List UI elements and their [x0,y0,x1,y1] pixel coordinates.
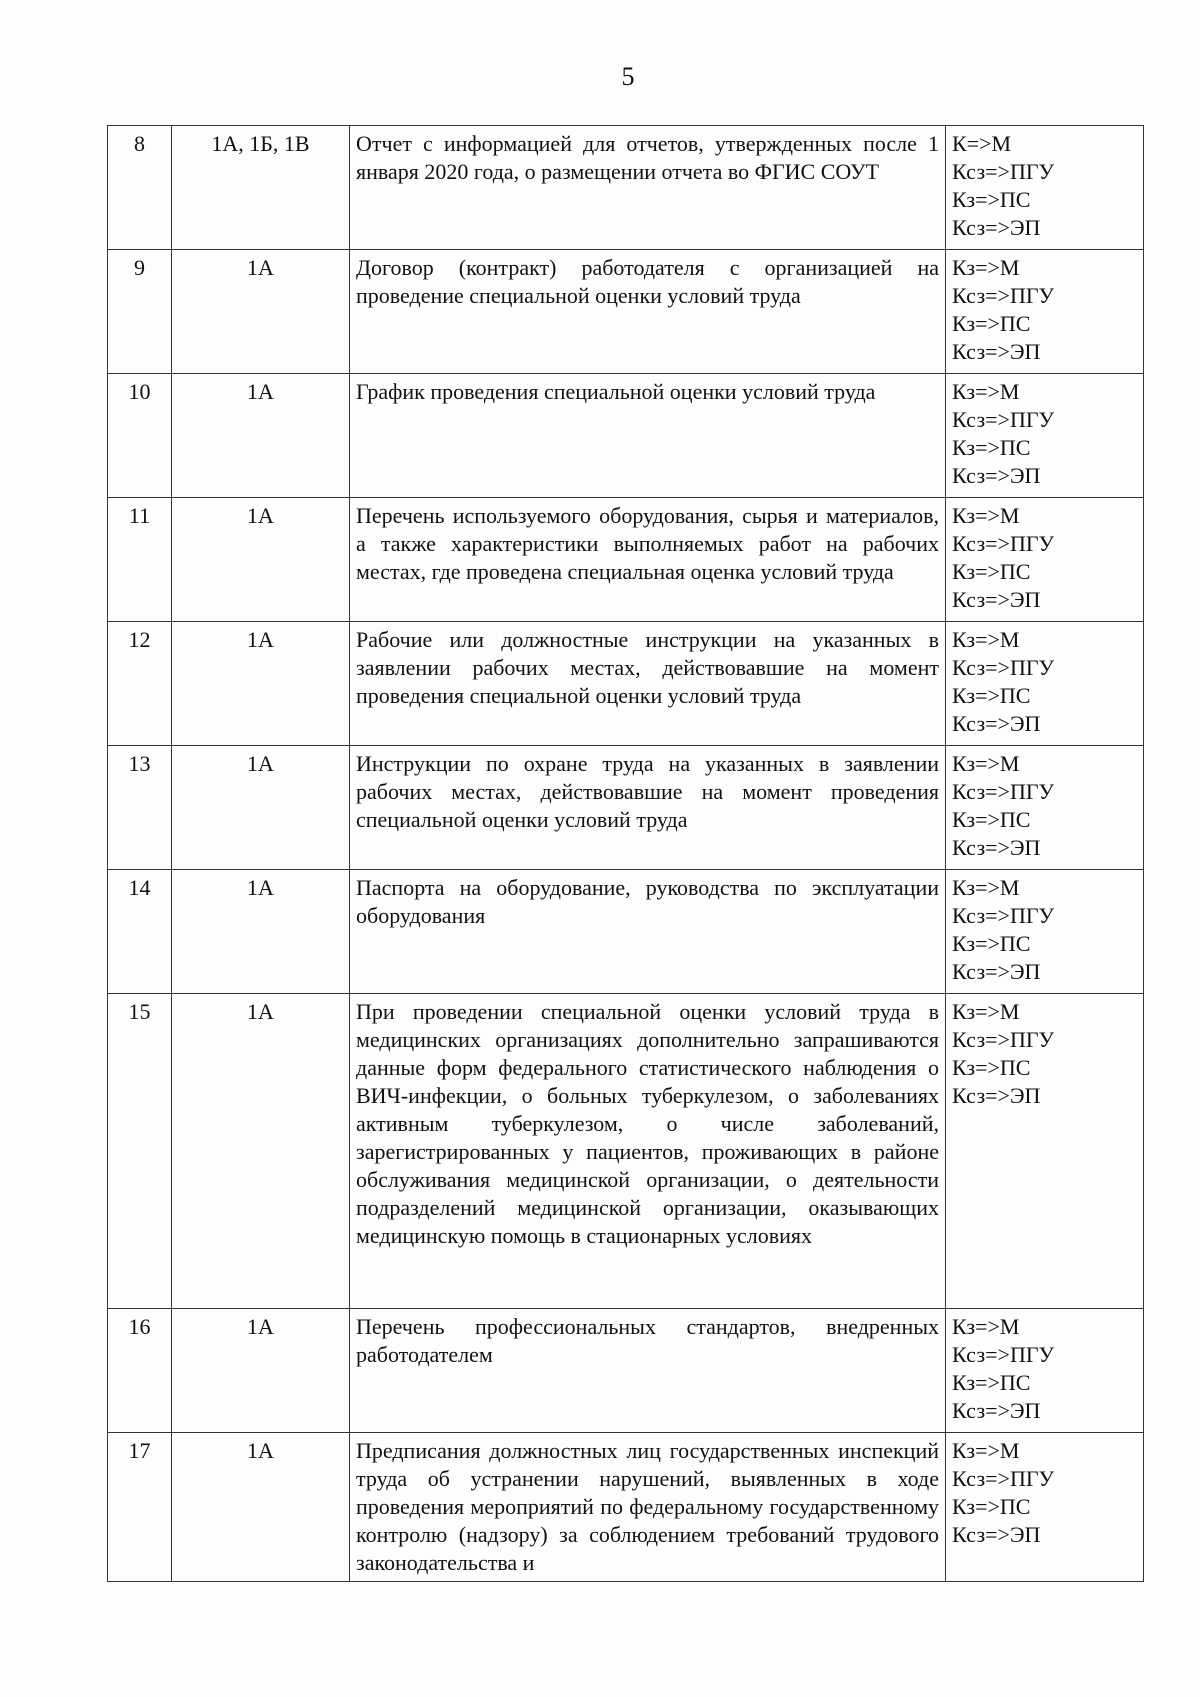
resp-line: Ксз=>ЭП [952,711,1041,736]
row-number: 11 [108,498,172,622]
resp-line: Ксз=>ЭП [952,587,1041,612]
resp-line: Ксз=>ЭП [952,1083,1041,1108]
resp-line: Ксз=>ЭП [952,339,1041,364]
resp-line: Кз=>М [952,379,1020,404]
resp-line: Кз=>М [952,627,1020,652]
resp-line: Кз=>М [952,1438,1020,1463]
row-description: Инструкции по охране труда на указанных в заявлении рабочих местах, действовавшие на момент проведения специальной оценки условий труда [350,746,946,870]
resp-line: Ксз=>ПГУ [952,779,1055,804]
table-row [108,622,1144,746]
row-description: График проведения специальной оценки условий труда [350,374,946,498]
resp-line: Кз=>М [952,255,1020,280]
requirements-table [107,125,1144,1582]
row-responsibility [946,1309,1144,1433]
row-description: Паспорта на оборудование, руководства по эксплуатации оборудования [350,870,946,994]
resp-line: Кз=>ПС [952,435,1031,460]
table-row [108,126,1144,250]
row-code: 1А [172,374,350,498]
row-description: Перечень используемого оборудования, сырья и материалов, а также характеристики выполняемых работ на рабочих местах, где проведена специальная оценка условий труда [350,498,946,622]
resp-line: Ксз=>ПГУ [952,159,1055,184]
row-number: 14 [108,870,172,994]
row-code: 1А [172,994,350,1309]
row-responsibility [946,498,1144,622]
resp-line: Кз=>М [952,875,1020,900]
row-number: 12 [108,622,172,746]
row-description: При проведении специальной оценки условий труда в медицинских организациях дополнительно запрашиваются данные форм федерального статистического наблюдения о ВИЧ-инфекции, о больных туберкулезом, о заболеваниях активным туберкулезом, о числе заболеваний, зарегистрированных у пациентов, проживающих в районе обслуживания медицинской организации, о деятельности подразделений медицинской организации, оказывающих медицинскую помощь в стационарных условиях [350,994,946,1309]
table-row [108,870,1144,994]
row-responsibility [946,250,1144,374]
resp-line: Кз=>М [952,1314,1020,1339]
resp-line: Ксз=>ЭП [952,215,1041,240]
row-responsibility [946,374,1144,498]
resp-line: Кз=>ПС [952,1370,1031,1395]
resp-line: Кз=>М [952,999,1020,1024]
row-number: 17 [108,1433,172,1582]
row-number: 10 [108,374,172,498]
row-code: 1А [172,746,350,870]
page-number: 5 [621,62,635,91]
resp-line: Кз=>ПС [952,311,1031,336]
resp-line: Ксз=>ПГУ [952,903,1055,928]
row-description: Рабочие или должностные инструкции на указанных в заявлении рабочих местах, действовавшие на момент проведения специальной оценки условий труда [350,622,946,746]
resp-line: Ксз=>ПГУ [952,531,1055,556]
resp-line: Ксз=>ПГУ [952,655,1055,680]
row-description: Предписания должностных лиц государственных инспекций труда об устранении нарушений, выявленных в ходе проведения мероприятий по федеральному государственному контролю (надзору) за соблюдением требований трудового законодательства и [350,1433,946,1582]
table-row [108,1433,1144,1582]
table-row [108,1309,1144,1433]
resp-line: Кз=>ПС [952,1494,1031,1519]
resp-line: Кз=>ПС [952,1055,1031,1080]
resp-line: Ксз=>ПГУ [952,1027,1055,1052]
row-code: 1А [172,250,350,374]
table-row [108,746,1144,870]
row-number: 8 [108,126,172,250]
table-row [108,994,1144,1309]
row-description: Перечень профессиональных стандартов, внедренных работодателем [350,1309,946,1433]
resp-line: Кз=>ПС [952,187,1031,212]
resp-line: Ксз=>ПГУ [952,1342,1055,1367]
resp-line: Кз=>М [952,503,1020,528]
resp-line: Ксз=>ЭП [952,1522,1041,1547]
row-responsibility [946,126,1144,250]
row-responsibility [946,622,1144,746]
row-code: 1А [172,622,350,746]
row-code: 1А [172,870,350,994]
table-row [108,374,1144,498]
row-code: 1А, 1Б, 1В [172,126,350,250]
resp-line: К=>М [952,131,1012,156]
resp-line: Кз=>ПС [952,559,1031,584]
row-responsibility [946,1433,1144,1582]
row-responsibility [946,870,1144,994]
row-code: 1А [172,1309,350,1433]
row-number: 13 [108,746,172,870]
resp-line: Ксз=>ПГУ [952,1466,1055,1491]
row-number: 16 [108,1309,172,1433]
row-code: 1А [172,1433,350,1582]
resp-line: Кз=>ПС [952,683,1031,708]
resp-line: Ксз=>ПГУ [952,283,1055,308]
resp-line: Кз=>М [952,751,1020,776]
resp-line: Ксз=>ПГУ [952,407,1055,432]
row-responsibility [946,994,1144,1309]
resp-line: Ксз=>ЭП [952,835,1041,860]
resp-line: Ксз=>ЭП [952,1398,1041,1423]
row-number: 15 [108,994,172,1309]
resp-line: Ксз=>ЭП [952,959,1041,984]
row-description: Отчет с информацией для отчетов, утвержденных после 1 января 2020 года, о размещении отчета во ФГИС СОУТ [350,126,946,250]
resp-line: Ксз=>ЭП [952,463,1041,488]
resp-line: Кз=>ПС [952,931,1031,956]
table-row [108,250,1144,374]
table-row [108,498,1144,622]
row-number: 9 [108,250,172,374]
row-description: Договор (контракт) работодателя с организацией на проведение специальной оценки условий труда [350,250,946,374]
row-code: 1А [172,498,350,622]
resp-line: Кз=>ПС [952,807,1031,832]
row-responsibility [946,746,1144,870]
